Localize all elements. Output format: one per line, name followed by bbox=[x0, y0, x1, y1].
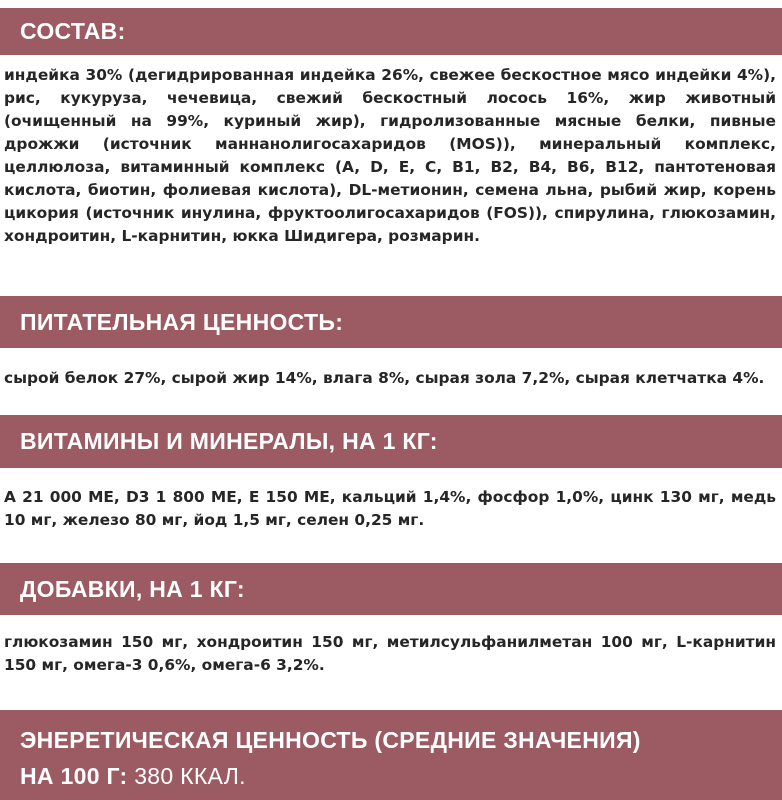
composition-heading: СОСТАВ: bbox=[20, 18, 126, 44]
vitamins-text: A 21 000 МЕ, D3 1 800 МЕ, E 150 МЕ, кальций 1,4%, фосфор 1,0%, цинк 130 мг, медь 10 мг, железо 80 мг, йод 1,5 мг, селен 0,25 мг. bbox=[4, 488, 776, 529]
composition-heading-band bbox=[0, 8, 782, 55]
energy-band bbox=[0, 710, 782, 800]
nutrition-heading-band bbox=[0, 296, 782, 348]
additives-text: глюкозамин 150 мг, хондроитин 150 мг, метилсульфанилметан 100 мг, L-карнитин 150 мг, омега-3 0,6%, омега-6 3,2%. bbox=[4, 633, 776, 674]
additives-heading-band bbox=[0, 563, 782, 615]
nutrition-text: сырой белок 27%, сырой жир 14%, влага 8%, сырая зола 7,2%, сырая клетчатка 4%. bbox=[4, 369, 765, 387]
energy-value: 380 ККАЛ. bbox=[134, 763, 246, 789]
additives-heading: ДОБАВКИ, НА 1 КГ: bbox=[20, 575, 245, 602]
energy-heading: ЭНЕРЕТИЧЕСКАЯ ЦЕННОСТЬ (СРЕДНИЕ ЗНАЧЕНИЯ) bbox=[20, 727, 641, 753]
energy-per-label: НА 100 Г: bbox=[20, 763, 128, 789]
composition-text: индейка 30% (дегидрированная индейка 26%, свежее бескостное мясо индейки 4%), рис, кукуруза, чечевица, свежий бескостный лосось 16%, жир животный (очищенный на 99%, куриный жир), гидролизованные мясные белки, пивные дрожжи (источник маннанолигосахаридов (MOS)), минеральный комплекс, целлюлоза, витаминный комплекс (A, D, E, C, B1, B2, B4, B6, B12, пантотеновая кислота, биотин, фолиевая кислота), DL-метионин, семена льна, рыбий жир, корень цикория (источник инулина, фруктоолигосахаридов (FOS)), спирулина, глюкозамин, хондроитин, L-карнитин, юкка Шидигера, розмарин. bbox=[4, 66, 776, 245]
vitamins-heading-band bbox=[0, 415, 782, 468]
energy-line bbox=[20, 758, 782, 794]
vitamins-heading: ВИТАМИНЫ И МИНЕРАЛЫ, НА 1 КГ: bbox=[20, 428, 438, 454]
nutrition-heading: ПИТАТЕЛЬНАЯ ЦЕННОСТЬ: bbox=[20, 308, 344, 335]
